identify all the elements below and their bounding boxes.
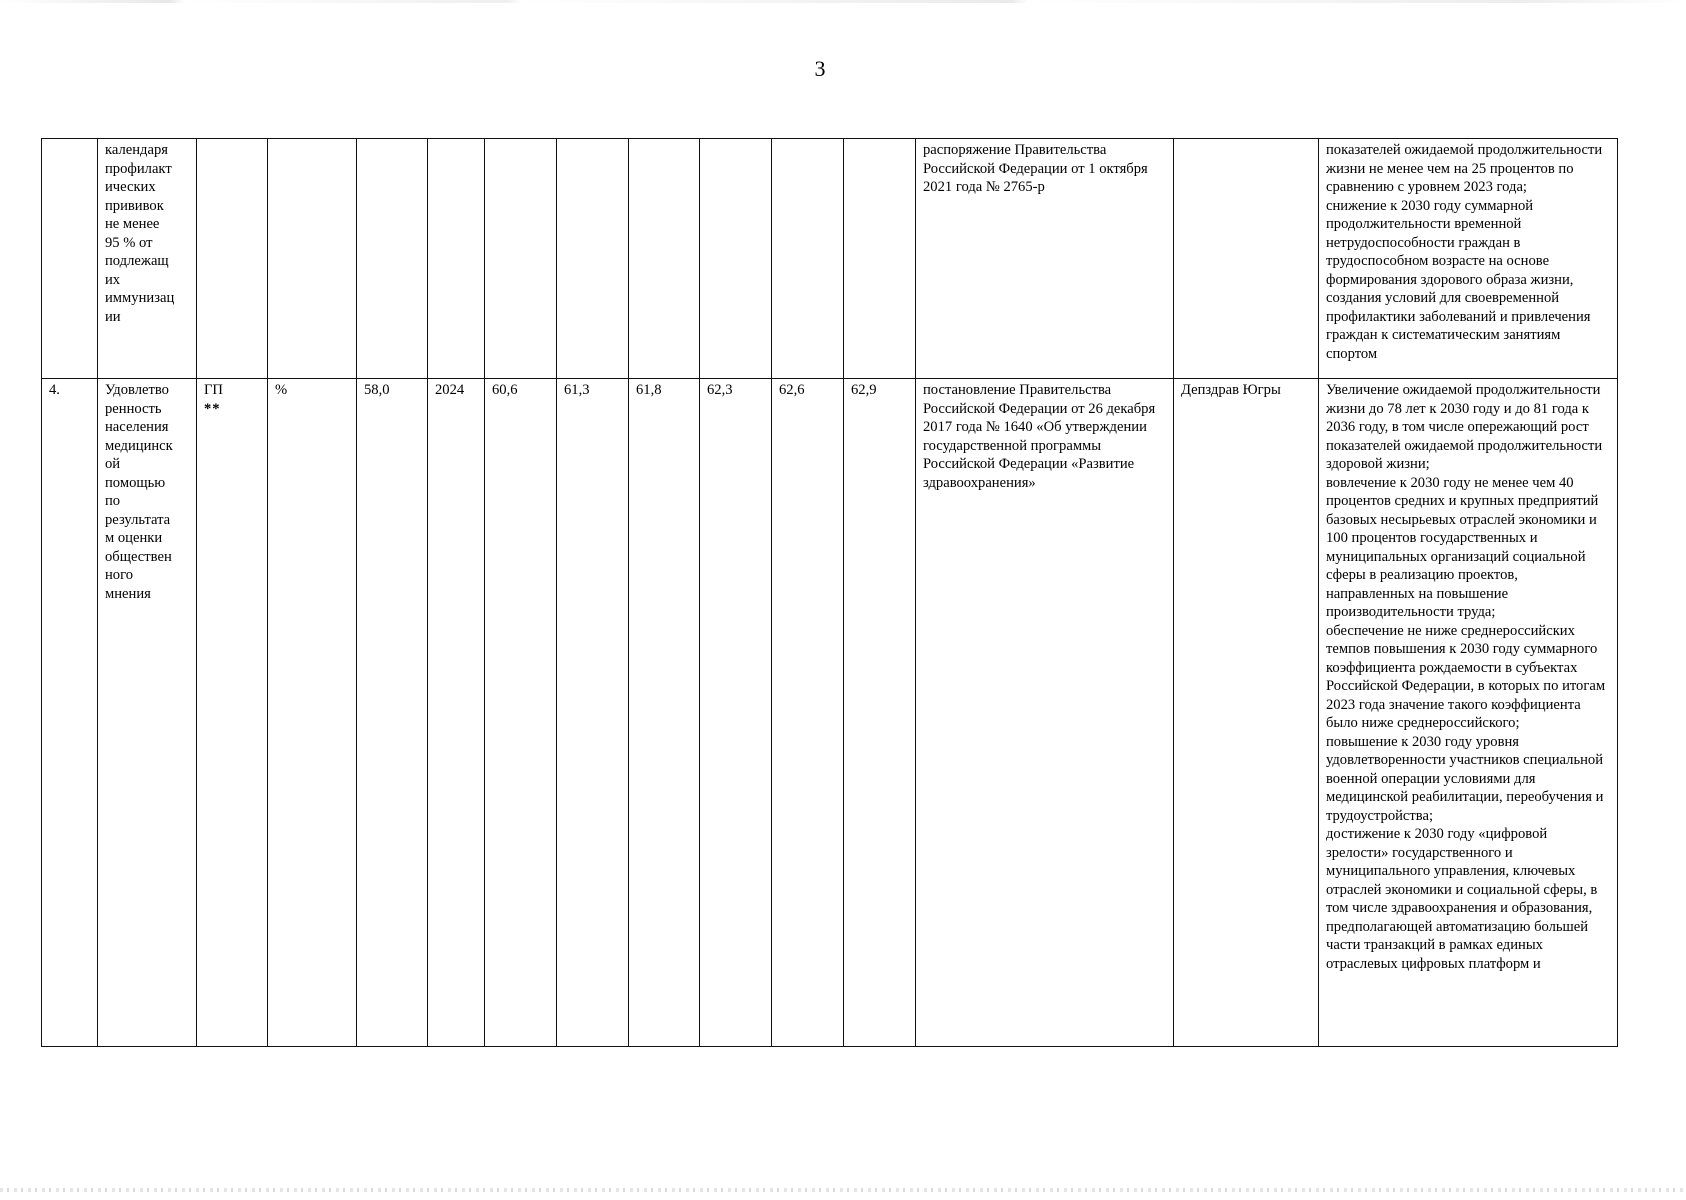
unit [268,139,357,379]
base-value: 58,0 [357,379,428,1047]
value-2030 [844,139,916,379]
value-2027: 61,8 [629,379,700,1047]
base-year [428,139,485,379]
national-goals [1319,379,1618,1047]
value-2025 [485,139,557,379]
value-2028 [700,139,772,379]
value-2027 [629,139,700,379]
indicator-level-text: ГП [204,382,223,398]
legal-document: постановление Правительства Российской Федерации от 26 декабря 2017 года № 1640 «Об утверждении государственной программы Российской Федерации «Развитие здравоохранения» [916,379,1174,1047]
indicator-name-text: календаря профилакт ических прививок не менее 95 % от подлежащ их иммунизац ии [105,142,175,325]
indicator-level [197,139,268,379]
value-2026: 61,3 [557,379,629,1047]
responsible-body [1174,139,1319,379]
indicator-name [98,139,197,379]
value-2025: 60,6 [485,379,557,1047]
value-2029 [772,139,844,379]
table-row [42,379,1618,1047]
indicator-level [197,379,268,1047]
value-2026 [557,139,629,379]
value-2028: 62,3 [700,379,772,1047]
page-number: 3 [814,56,826,81]
row-number: 4. [42,379,98,1047]
national-goals-text: показателей ожидаемой продолжительности жизни не менее чем на 25 процентов по сравнению с уровнем 2023 года; снижение к 2030 году суммарной продолжительности временной нетрудоспособности граждан в трудоспособном возрасте на основе формирования здорового образа жизни, создания условий для своевременной профилактики заболеваний и привлечения граждан к систематическим занятиям спортом [1326,142,1603,362]
legal-document: распоряжение Правительства Российской Федерации от 1 октября 2021 года № 2765-р [916,139,1174,379]
indicator-level-mark: ** [204,400,221,417]
base-year: 2024 [428,379,485,1047]
national-goals [1319,139,1618,379]
value-2030: 62,9 [844,379,916,1047]
base-value [357,139,428,379]
indicators-table [41,138,1618,1047]
responsible-body: Депздрав Югры [1174,379,1319,1047]
row-number [42,139,98,379]
table-row [42,139,1618,379]
scan-edge-top [0,0,1686,3]
unit: % [268,379,357,1047]
national-goals-text: Увеличение ожидаемой продолжительности жизни до 78 лет к 2030 году и до 81 года к 2036 году, в том числе опережающий рост показателей ожидаемой продолжительности здоровой жизни; вовлечение к 2030 году не менее чем 40 процентов средних и крупных предприятий базовых несырьевых отраслей экономики и 100 процентов государственных и муниципальных организаций социальной сферы в реализацию проектов, направленных на повышение производительности труда; обеспечение не ниже среднероссийских темпов повышения к 2030 году суммарного коэффициента рождаемости в субъектах Российской Федерации, в которых по итогам 2023 года значение такого коэффициента было ниже среднероссийского; повышение к 2030 году уровня удовлетворенности участников специальной военной операции условиями для медицинской реабилитации, переобучения и трудоустройства; достижение к 2030 году «цифровой зрелости» государственного и муниципального управления, ключевых отраслей экономики и социальной сферы, в том числе здравоохранения и образования, предполагающей автоматизацию большей части транзакций в рамках единых отраслевых цифровых платформ и [1326,382,1606,972]
indicator-name-text: Удовлетво ренность населения медицинск ой помощью по результата м оценки обществен ного мнения [105,382,173,602]
value-2029: 62,6 [772,379,844,1047]
scan-edge-bottom [0,1188,1686,1192]
indicator-name [98,379,197,1047]
